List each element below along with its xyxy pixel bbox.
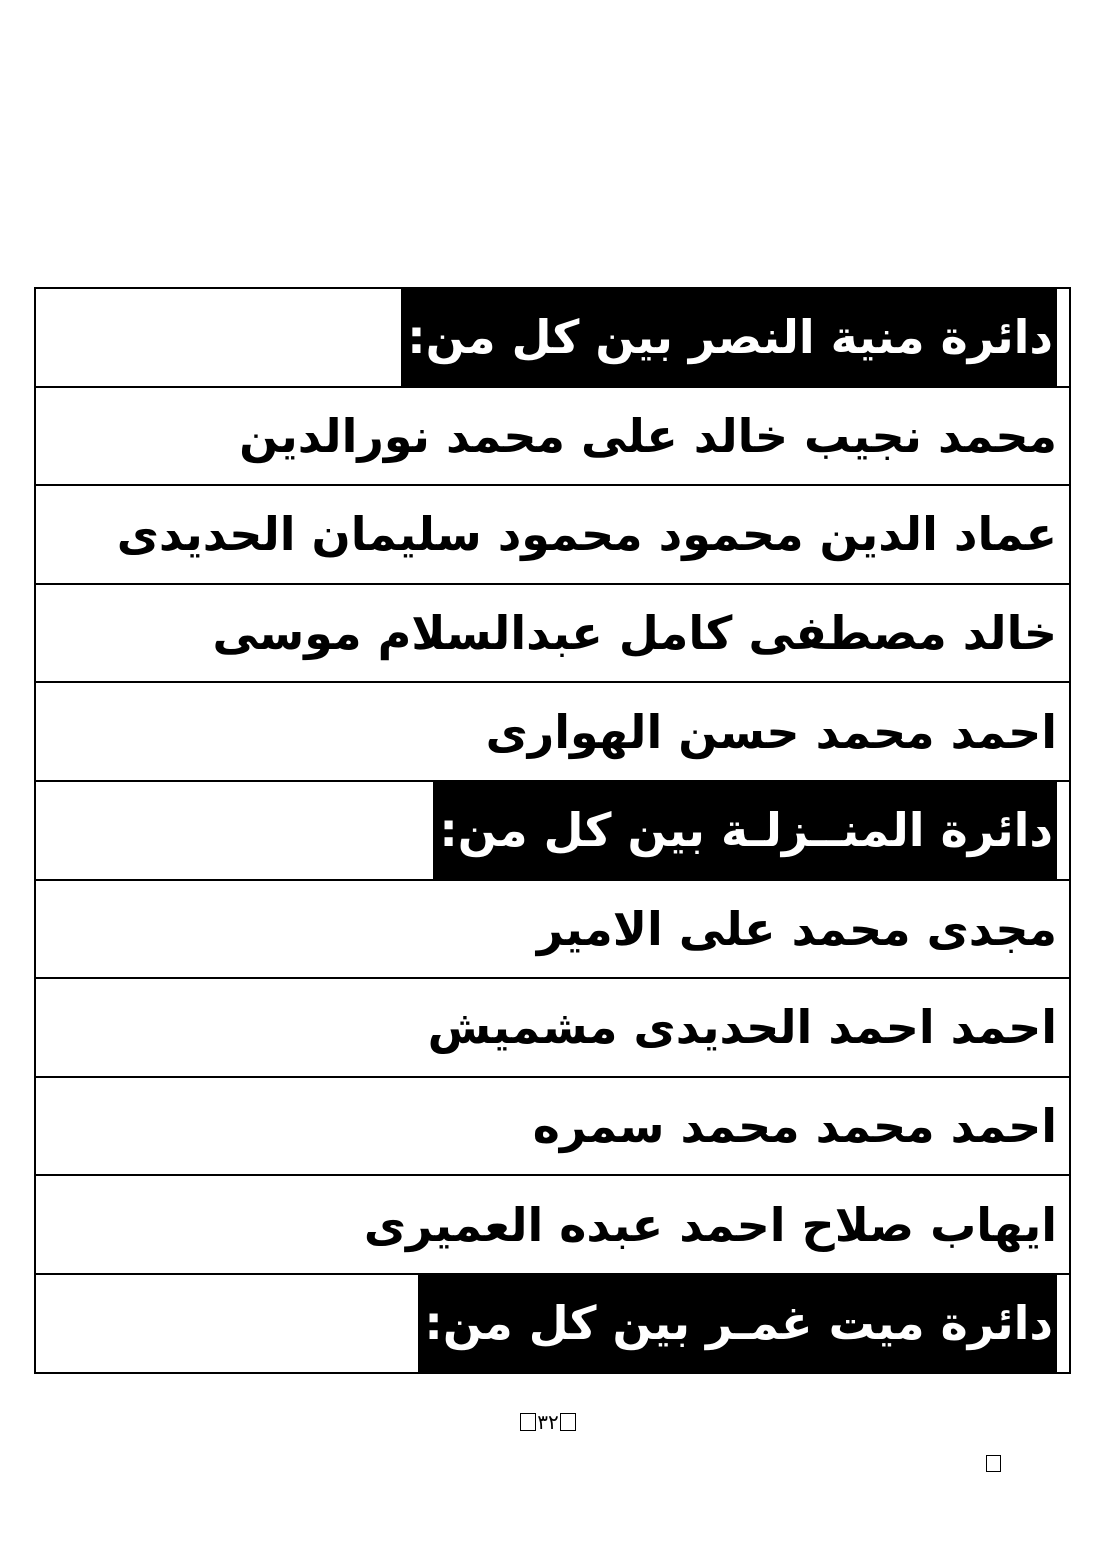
district-header-row bbox=[36, 289, 1069, 388]
person-name: ايهاب صلاح احمد عبده العميرى bbox=[363, 1197, 1057, 1252]
name-row bbox=[36, 1176, 1069, 1275]
name-row bbox=[36, 979, 1069, 1078]
district-header: دائرة منية النصر بين كل من: bbox=[401, 289, 1057, 386]
district-header: دائرة المنــزلـة بين كل من: bbox=[433, 782, 1057, 879]
name-row bbox=[36, 1078, 1069, 1177]
person-name: احمد محمد حسن الهوارى bbox=[485, 704, 1057, 759]
page-number bbox=[0, 1410, 1096, 1434]
names-table bbox=[34, 287, 1071, 1374]
person-name: عماد الدين محمود محمود سليمان الحديدى bbox=[116, 507, 1057, 562]
placeholder-box-icon bbox=[560, 1413, 576, 1431]
placeholder-box-icon bbox=[986, 1455, 1001, 1472]
name-row bbox=[36, 683, 1069, 782]
person-name: مجدى محمد على الامير bbox=[536, 901, 1057, 956]
name-row bbox=[36, 486, 1069, 585]
name-row bbox=[36, 585, 1069, 684]
person-name: احمد احمد الحديدى مشميش bbox=[427, 1000, 1057, 1055]
person-name: احمد محمد محمد سمره bbox=[532, 1099, 1057, 1154]
person-name: خالد مصطفى كامل عبدالسلام موسى bbox=[212, 606, 1057, 661]
district-header: دائرة ميت غمـر بين كل من: bbox=[418, 1275, 1057, 1372]
name-row bbox=[36, 388, 1069, 487]
page-number-text: ٣٢ bbox=[537, 1410, 559, 1434]
district-header-row bbox=[36, 782, 1069, 881]
placeholder-box-icon bbox=[520, 1413, 536, 1431]
district-header-row bbox=[36, 1275, 1069, 1374]
person-name: محمد نجيب خالد على محمد نورالدين bbox=[239, 408, 1057, 463]
name-row bbox=[36, 881, 1069, 980]
